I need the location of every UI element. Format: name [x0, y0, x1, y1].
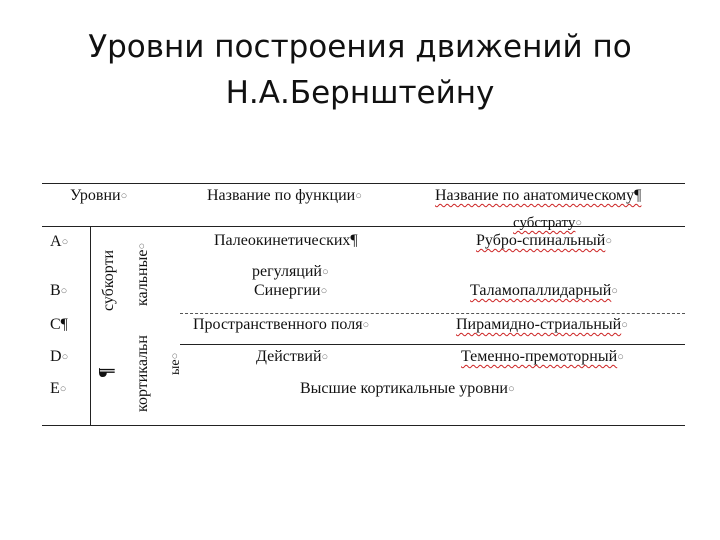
anatomical-b: Таламопаллидарный○ [470, 282, 618, 299]
function-b: Синергии○ [254, 282, 328, 299]
group-subcortical-line-2: кальные○ [134, 242, 151, 306]
level-c: C¶ [50, 316, 68, 333]
function-a: Палеокинетических¶ [214, 232, 358, 249]
level-b: B○ [50, 282, 68, 299]
row-divider-b-c [180, 313, 685, 314]
group-cortical-line-2: ые○ [168, 352, 183, 375]
slide-title-line-1: Уровни построения движений по [88, 29, 632, 65]
table-top-border [42, 183, 685, 184]
anatomical-a: Рубро-спинальный○ [476, 232, 612, 249]
group-pilcrow: ¶ [95, 367, 117, 378]
level-a: A○ [50, 233, 69, 250]
table-bottom-border [42, 425, 685, 426]
slide-title-line-2: Н.А.Бернштейну [225, 75, 495, 111]
header-anatomical-name-2: субстрату○ [513, 215, 583, 231]
level-e: E○ [50, 380, 67, 397]
level-column-divider [90, 227, 91, 425]
function-d: Действий○ [256, 348, 329, 365]
header-levels: Уровни○ [70, 187, 128, 204]
header-bottom-border [42, 226, 685, 227]
merged-e: Высшие кортикальные уровни○ [300, 380, 515, 397]
row-divider-c-d [180, 344, 685, 345]
function-a-line-2: регуляций○ [252, 263, 329, 280]
function-c: Пространственного поля○ [193, 316, 370, 333]
header-function-name: Название по функции○ [207, 187, 362, 204]
anatomical-d: Теменно-премоторный○ [461, 348, 624, 365]
group-cortical-line-1: кортикальн [134, 335, 151, 412]
group-subcortical-line-1: субкорти [100, 249, 117, 311]
header-anatomical-name: Название по анатомическому¶ [435, 187, 642, 204]
level-d: D○ [50, 348, 69, 365]
anatomical-c: Пирамидно-стриальный○ [456, 316, 628, 333]
